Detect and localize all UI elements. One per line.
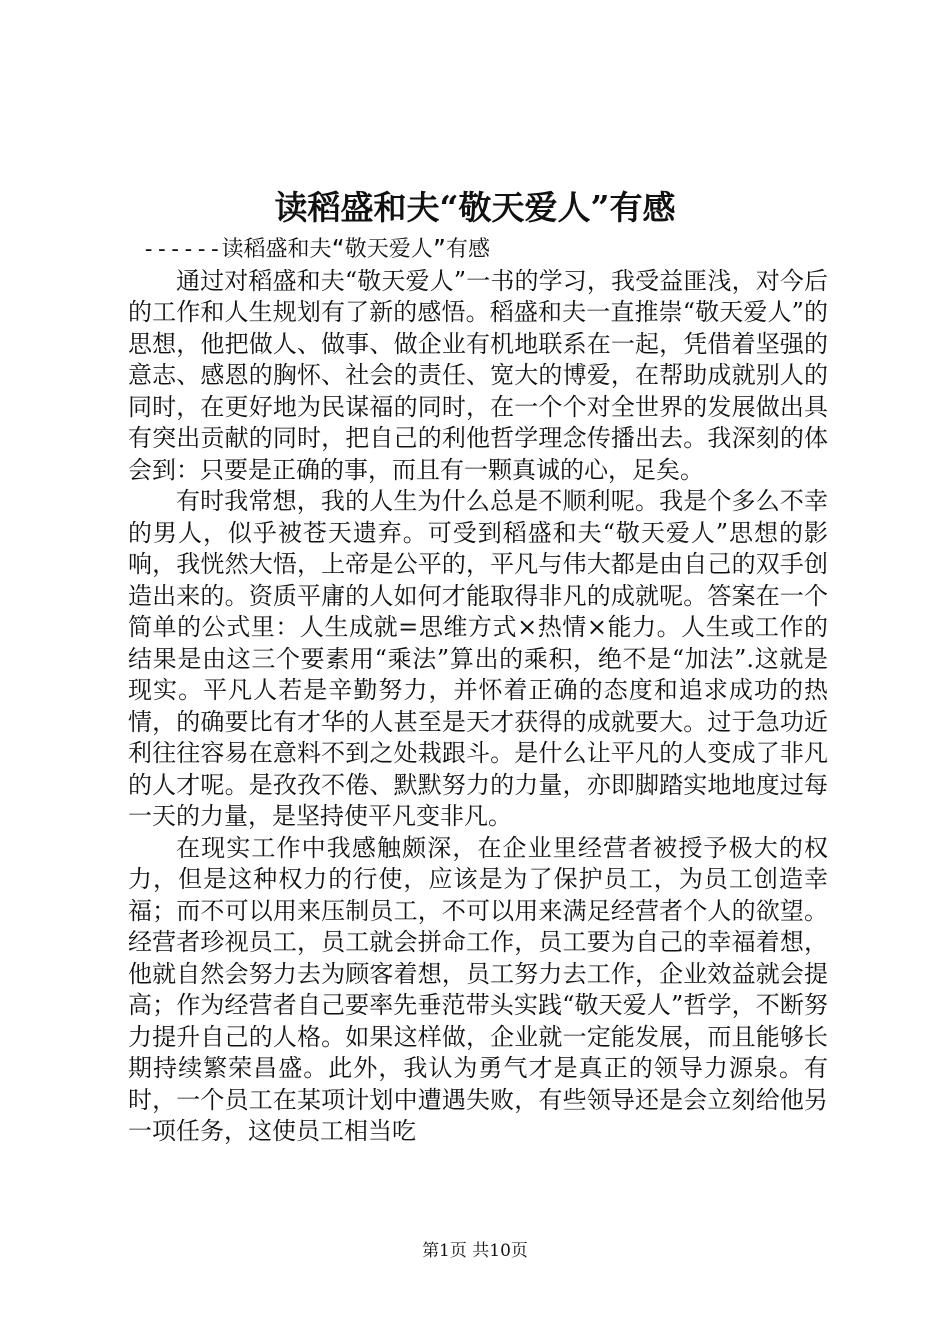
document-subtitle: ------读稻盛和夫“敬天爱人”有感 <box>142 237 490 262</box>
document-title: 读稻盛和夫“敬天爱人”有感 <box>274 188 676 227</box>
paragraph-2: 有时我常想，我的人生为什么总是不顺利呢。我是个多么不幸的男人，似乎被苍天遗弃。可受到稻盛和夫“敬天爱人”思想的影响，我恍然大悟，上帝是公平的，平凡与伟大都是由自己的双手创造出来的。资质平庸的人如何才能取得非凡的成就呢。答案在一个简单的公式里：人生成就=思维方式×热情×能力。人生或工作的结果是由这三个要素用“乘法”算出的乘积，绝不是“加法”.这就是现实。平凡人若是辛勤努力，并怀着正确的态度和追求成功的热情，的确要比有才华的人甚至是天才获得的成就要大。过于急功近利往往容易在意料不到之处栽跟斗。是什么让平凡的人变成了非凡的人才呢。是孜孜不倦、默默努力的力量，亦即脚踏实地地度过每一天的力量，是坚持使平凡变非凡。 <box>128 487 828 830</box>
document-body <box>128 234 828 1148</box>
page-footer: 第1页 共10页 <box>422 1241 528 1261</box>
paragraph-3: 在现实工作中我感触颇深，在企业里经营者被授予极大的权力，但是这种权力的行使，应该是为了保护员工，为员工创造幸福；而不可以用来压制员工，不可以用来满足经营者个人的欲望。经营者珍视员工，员工就会拼命工作，员工要为自己的幸福着想，他就自然会努力去为顾客着想，员工努力去工作，企业效益就会提高；作为经营者自己要率先垂范带头实践“敬天爱人”哲学，不断努力提升自己的人格。如果这样做，企业就一定能发展，而且能够长期持续繁荣昌盛。此外，我认为勇气才是真正的领导力源泉。有时，一个员工在某项计划中遭遇失败，有些领导还是会立刻给他另一项任务，这使员工相当吃 <box>128 833 828 1145</box>
paragraph-1: 通过对稻盛和夫“敬天爱人”一书的学习，我受益匪浅，对今后的工作和人生规划有了新的感悟。稻盛和夫一直推崇“敬天爱人”的思想，他把做人、做事、做企业有机地联系在一起，凭借着坚强的意志、感恩的胸怀、社会的责任、宽大的博爱，在帮助成就别人的同时，在更好地为民谋福的同时，在一个个对全世界的发展做出具有突出贡献的同时，把自己的利他哲学理念传播出去。我深刻的体会到：只要是正确的事，而且有一颗真诚的心，足矣。 <box>128 266 828 484</box>
